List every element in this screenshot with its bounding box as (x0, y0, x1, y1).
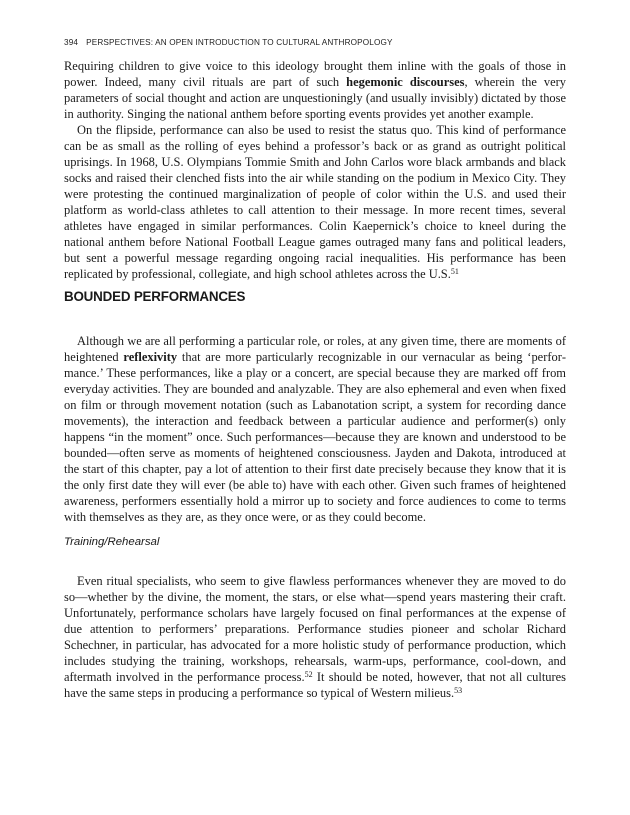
term-reflexivity: reflexivity (123, 350, 178, 364)
page-number: 394 (64, 38, 79, 47)
term-hegemonic-discourses: hegemonic discourses (346, 75, 465, 89)
running-head (64, 38, 393, 47)
footnote-ref-53[interactable]: 53 (454, 686, 463, 695)
paragraph-training: Even ritual specialists, who seem to give flawless performances whenever they are moved to do so—whether by the divine, the moment, the stars, or else what—spend years mastering their craft. Unfortunately, performance scholars have largely focused on final performances at the expense of due attention to performers’ preparations. Performance studies pioneer and scholar Richard Schechner, in particular, has advocated for a more holistic study of performance production, which includes studying the training, workshops, rehearsals, warm-ups, performance, cool-down, and aftermath involved in the performance process.$^{52}$ It should be noted, however, that not all cultures have the same steps in producing a performance so typical of Western milieus.$^{53}$ (64, 574, 566, 700)
paragraph-hegemonic: Requiring children to give voice to this ideology brought them inline with the goals of those in power. Indeed, many civil rituals are part of such hegemonic discourses, wherein the very parameters of social thought and action are unquestioningly (and usually invisibly) dictated by those in authority. Singing the national anthem before sporting events provides yet another example. (64, 59, 566, 121)
section-heading-bounded-performances: BOUNDED PERFORMANCES (64, 289, 246, 304)
footnote-ref-51[interactable]: 51 (450, 267, 459, 276)
subsection-heading-training-rehearsal: Training/Rehearsal (64, 536, 160, 548)
footnote-ref-52[interactable]: 52 (304, 670, 313, 679)
paragraph-bounded: Although we are all performing a particular role, or roles, at any given time, there are moments of heightened reflexivity that are more particularly recognizable in our vernacular as being ‘performance.’ These performances, like a play or a concert, are special because they are marked off from everyday activities. They are bounded and analyzable. They are also ephemeral and even when fixed on film or through movement notation (such as Labanotation script, a system for recording dance movements), the interaction and feedback between a particular audience and performer(s) only happens “in the moment” once. Such performances—because they are known and understood to be bounded—often serve as moments of heightened consciousness. Jayden and Dakota, introduced at the start of this chapter, pay a lot of attention to their first date precisely because they know that it is the only first date they will ever (be able to) have with each other. Given such frames of heightened awareness, performers essentially hold a mirror up to society and force audiences to come to terms with themselves as they are, as they once were, or as they could become. (64, 334, 566, 524)
paragraph-resistance: On the flipside, performance can also be used to resist the status quo. This kind of performance can be as small as the rolling of eyes behind a professor’s back or as grand as outright political uprisings. In 1968, U.S. Olympians Tommie Smith and John Carlos wore black armbands and black socks and raised their clenched fists into the air while standing on the podium in Mexico City. They were protesting the continued marginalization of people of color within the U.S. and used their platform as world-class athletes to call attention to their message. In more recent times, several athletes have engaged in similar performances. Colin Kaepernick’s choice to kneel during the national anthem before National Football League games outraged many fans and political leaders, but sent a powerful message regarding ongoing racial inequalities. His performance has been replicated by professional, collegiate, and high school athletes across the U.S.$^{51}$ (64, 123, 566, 281)
book-title: PERSPECTIVES: AN OPEN INTRODUCTION TO CULTURAL ANTHROPOLOGY (86, 38, 393, 47)
